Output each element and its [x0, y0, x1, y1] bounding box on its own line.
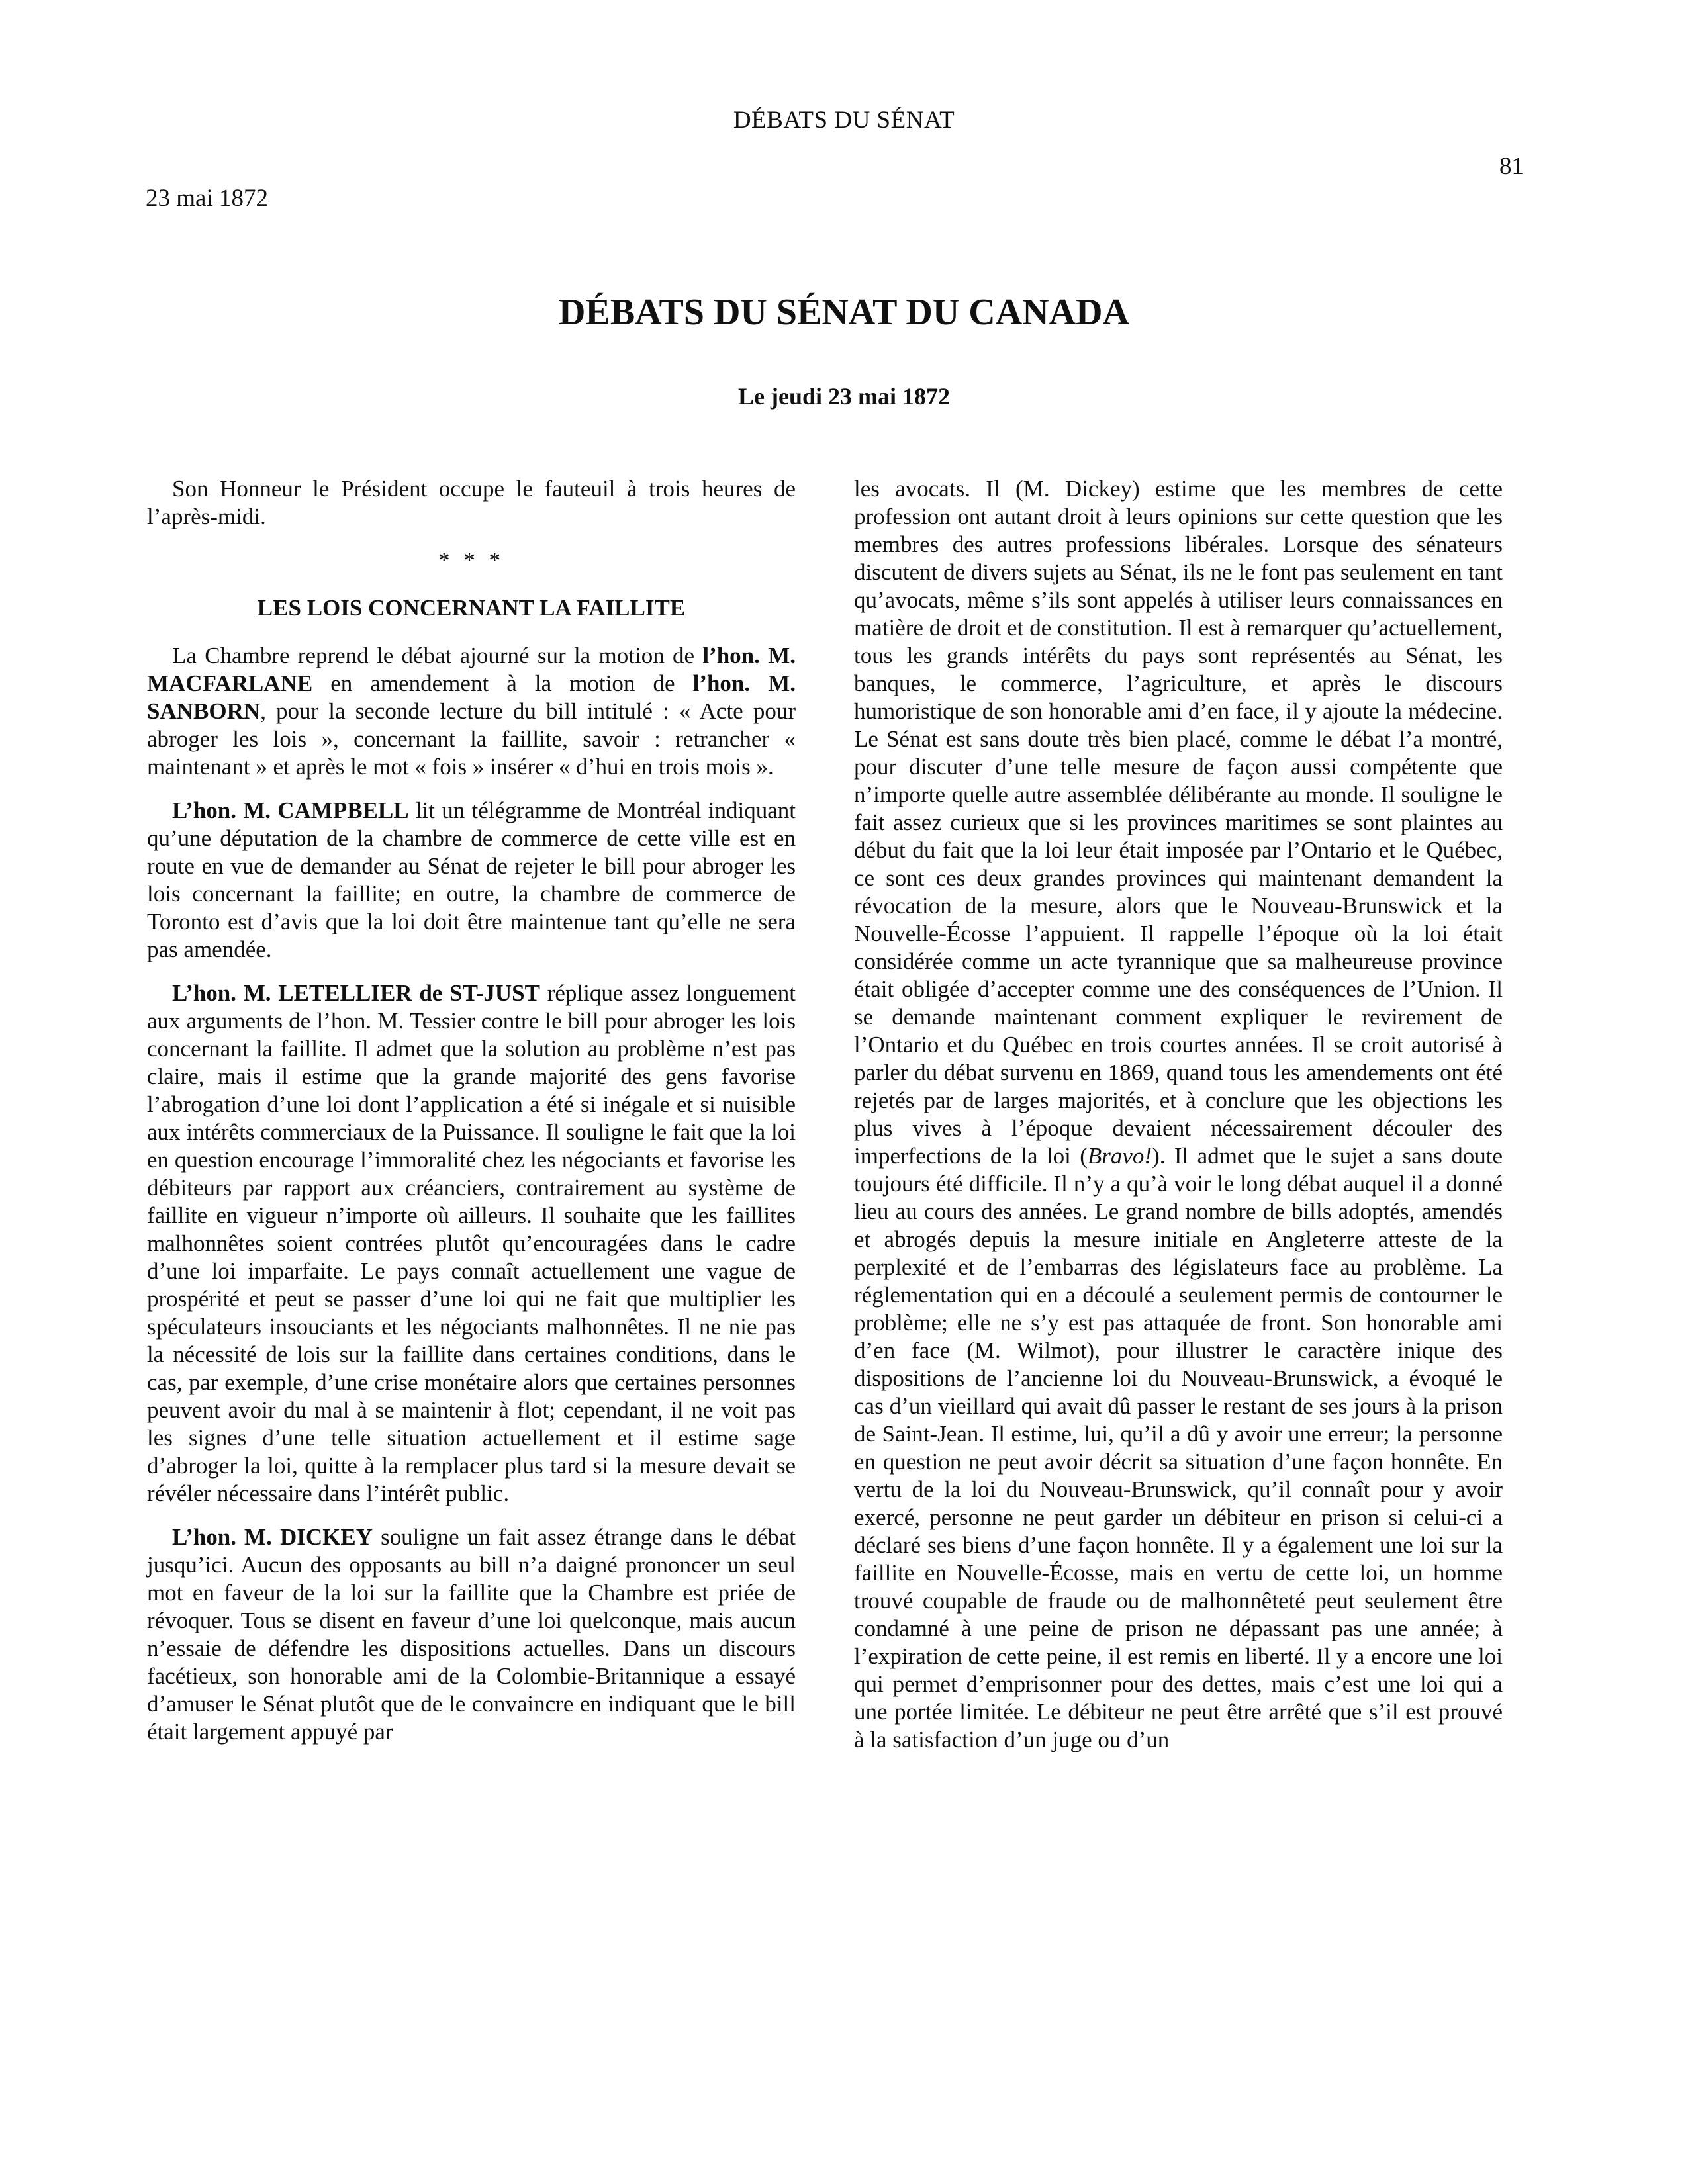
paragraph-text: La Chambre reprend le débat ajourné sur la motion de	[172, 643, 703, 668]
speech-letellier	[147, 979, 796, 1508]
page-date: 23 mai 1872	[146, 185, 268, 212]
speaker-name: l’hon. M. MACFARLANE	[147, 643, 796, 696]
opening-paragraph: Son Honneur le Président occupe le fauteuil à trois heures de l’après-midi.	[147, 476, 796, 529]
section-heading: LES LOIS CONCERNANT LA FAILLITE	[257, 595, 686, 621]
speaker-name: l’hon. M. SANBORN	[147, 670, 796, 724]
speech-text: réplique assez longuement aux arguments de l’hon. M. Tessier contre le bill pour abroger les lois concernant la faillite. Il admet que la solution au problème n’est pas claire, mais il estime que la grande majorité des gens favorise l’abrogation d’une loi dont l’application a été si inégale et si nuisible aux intérêts commerciaux de la Puissance. Il souligne le fait que la loi en question encourage l’immoralité chez les négociants et favorise les débiteurs par rapport aux créanciers, contrairement au système de faillite en vigueur n’importe où ailleurs. Il souhaite que les faillites malhonnêtes soient contrées plutôt qu’encouragées dans le cadre d’une loi imparfaite. Le pays connaît actuellement une vague de prospérité et peut se passer d’une loi qui ne fait que multiplier les spéculateurs insouciants et les négociants malhonnêtes. Il ne nie pas la nécessité de lois sur la faillite dans certaines conditions, dans le cas, par exemple, d’une crise monétaire alors que certaines personnes peuvent avoir du mal à se maintenir à flot; cependant, il ne voit pas les signes d’une telle situation actuellement et il estime sage d’abroger la loi, quitte à la remplacer plus tard si la mesure devait se révéler nécessaire dans l’intérêt public.	[147, 980, 796, 1506]
interjection: Bravo!	[1087, 1143, 1152, 1169]
speaker-name: L’hon. M. CAMPBELL	[172, 797, 409, 823]
speech-text: ). Il admet que le sujet a sans doute toujours été difficile. Il n’y a qu’à voir le long débat auquel il a donné lieu au cours des années. Le grand nombre de bills adoptés, amendés et abrogés depuis la mesure initiale en Angleterre atteste de la perplexité et de l’embarras des législateurs face au problème. La réglementation qui en a découlé a seulement permis de contourner le problème; elle ne s’y est pas attaquée de front. Son honorable ami d’en face (M. Wilmot), pour illustrer le caractère inique des dispositions de l’ancienne loi du Nouveau-Brunswick, a évoqué le cas d’un vieillard qui avait dû passer le restant de ses jours à la prison de Saint-Jean. Il estime, lui, qu’il a dû y avoir une erreur; la personne en question ne peut avoir décrit sa situation d’une façon honnête. En vertu de la loi du Nouveau-Brunswick, qu’il connaît pour y avoir exercé, personne ne peut garder un débiteur en prison si celui-ci a déclaré ses biens d’une façon honnête. Il y a également une loi sur la faillite en Nouvelle-Écosse, mais en vertu de cette loi, un homme trouvé coupable de fraude ou de malhonnêteté peut seulement être condamné à une peine de prison ne dépassant pas une année; à l’expiration de cette peine, il est remis en liberté. Il y a encore une loi qui permet d’emprisonner pour des dettes, mais c’est une loi qui a une portée limitée. Le débiteur ne peut être arrêté que s’il est prouvé à la satisfaction d’un juge ou d’un	[854, 1143, 1503, 1752]
section-separator: * * *	[438, 547, 504, 573]
right-column	[854, 475, 1503, 1770]
page-number: 81	[1499, 153, 1524, 180]
speech-dickey-continued	[854, 475, 1503, 1754]
paragraph-text: , pour la seconde lecture du bill intitulé : « Acte pour abroger les lois », concernant la faillite, savoir : retrancher « maintenant » et après le mot « fois » insérer « d’hui en trois mois ».	[147, 698, 796, 780]
document-title: DÉBATS DU SÉNAT DU CANADA	[559, 292, 1129, 333]
speaker-name: L’hon. M. DICKEY	[172, 1524, 373, 1550]
left-column	[147, 475, 796, 1762]
speech-text: souligne un fait assez étrange dans le débat jusqu’ici. Aucun des opposants au bill n’a daigné prononcer un seul mot en faveur de la loi sur la faillite que la Chambre est priée de révoquer. Tous se disent en faveur d’une loi quelconque, mais aucun n’essaie de défendre les dispositions actuelles. Dans un discours facétieux, son honorable ami de la Colombie-Britannique a essayé d’amuser le Sénat plutôt que de le convaincre en indiquant que le bill était largement appuyé par	[147, 1524, 796, 1745]
speech-text: lit un télégramme de Montréal indiquant qu’une députation de la chambre de commerce de cette ville est en route en vue de demander au Sénat de rejeter le bill pour abroger les lois concernant la faillite; en outre, la chambre de commerce de Toronto est d’avis que la loi doit être maintenue tant qu’elle ne sera pas amendée.	[147, 797, 796, 962]
speech-text: les avocats. Il (M. Dickey) estime que les membres de cette profession ont autant droit à leurs opinions sur cette question que les membres des autres professions libérales. Lorsque des sénateurs discutent de divers sujets au Sénat, ils ne le font pas seulement en tant qu’avocats, même s’ils sont appelés à utiliser leurs connaissances en matière de droit et de constitution. Il est à remarquer qu’actuellement, tous les grands intérêts du pays sont représentés au Sénat, les banques, le commerce, l’agriculture, et après le discours humoristique de son honorable ami d’en face, il y ajoute la médecine. Le Sénat est sans doute très bien placé, comme le débat l’a montré, pour discuter d’une telle mesure de façon aussi compétente que n’importe quelle autre assemblée délibérante au monde. Il souligne le fait assez curieux que si les provinces maritimes se sont plaintes au début du fait que la loi leur était imposée par l’Ontario et le Québec, ce sont ces deux grandes provinces qui maintenant demandent la révocation de la mesure, alors que le Nouveau-Brunswick et la Nouvelle-Écosse l’appuient. Il rappelle l’époque où la loi était considérée comme un acte tyrannique que sa malheureuse province était obligée d’accepter comme une des conséquences de l’Union. Il se demande maintenant comment expliquer le revirement de l’Ontario et du Québec en trois courtes années. Il se croit autorisé à parler du débat survenu en 1869, quand tous les amendements ont été rejetés par de larges majorités, et à conclure que les objections les plus vives à l’époque devaient nécessairement découler des imperfections de la loi (	[854, 476, 1503, 1169]
sitting-date: Le jeudi 23 mai 1872	[738, 383, 950, 410]
speech-dickey	[147, 1524, 796, 1746]
motion-paragraph	[147, 642, 796, 781]
speech-campbell	[147, 797, 796, 964]
paragraph-text: en amendement à la motion de	[312, 670, 693, 696]
speaker-name: L’hon. M. LETELLIER de ST-JUST	[172, 980, 540, 1006]
running-head: DÉBATS DU SÉNAT	[733, 107, 955, 134]
